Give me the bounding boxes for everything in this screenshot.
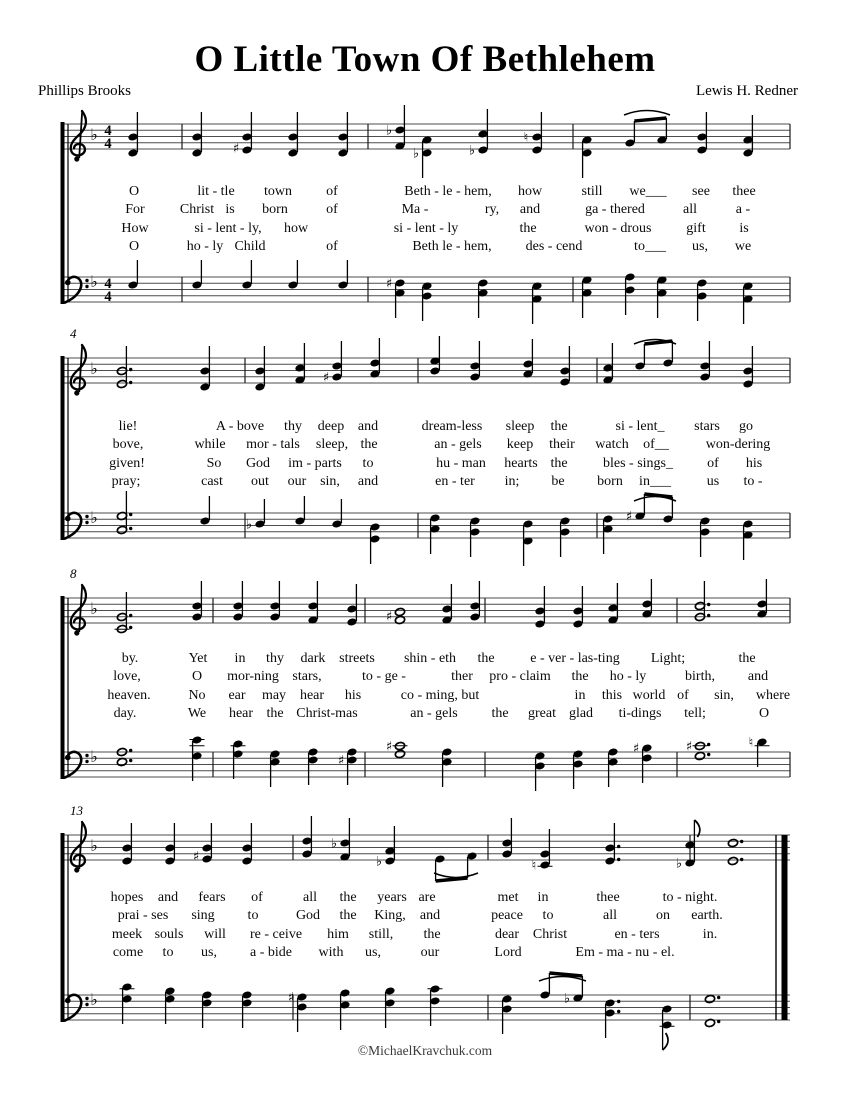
lyric-syllable: Christ (532, 926, 568, 942)
lyric-syllable: Lord (494, 945, 522, 961)
lyric-syllable: in (234, 651, 246, 666)
lyric-syllable: we (734, 239, 752, 255)
lyric-syllable: of (326, 239, 338, 255)
lyric-syllable: and (157, 890, 179, 905)
lyric-syllable: O (128, 239, 140, 255)
lyric-syllable: prai - ses (117, 908, 169, 924)
lyric-syllable: earth. (691, 908, 723, 924)
page-title: O Little Town Of Bethlehem (194, 39, 656, 80)
key-signature-flat-icon: ♭ (90, 508, 98, 527)
lyric-syllable: deep (317, 419, 345, 434)
lyric-syllable: and (747, 669, 769, 685)
lyric-syllable: him (327, 926, 349, 942)
lyric-syllable: stars (694, 419, 720, 434)
lyric-syllable: to - night. (662, 890, 718, 905)
lyric-syllable: gift (686, 220, 706, 236)
lyric-syllable: the (423, 926, 441, 942)
lyric-syllable: while (194, 437, 226, 453)
lyric-syllable: Christ-mas (296, 706, 358, 722)
accidental-sharp-icon: ♯ (287, 990, 295, 1006)
accidental-sharp-icon: ♯ (685, 739, 693, 755)
lyric-syllable: O (128, 184, 140, 199)
lyric-syllable: our (287, 474, 307, 490)
accidental-natural-icon: ♮ (748, 735, 754, 751)
lyric-syllable: is (225, 202, 235, 218)
lyric-syllable: sleep (505, 419, 535, 434)
lyric-syllable: an - gels (434, 437, 482, 453)
lyric-syllable: stars, (292, 669, 322, 685)
time-signature: 4 (104, 123, 112, 139)
augmentation-dot (617, 1000, 620, 1003)
lyric-syllable: to - (743, 474, 763, 490)
lyric-syllable: mor - tals (246, 437, 300, 453)
lyric-syllable: us, (692, 239, 708, 255)
lyric-syllable: souls (154, 926, 184, 942)
lyric-syllable: and (519, 202, 541, 218)
notehead (728, 857, 739, 866)
lyric-syllable: in (574, 687, 586, 703)
lyric-syllable: of__ (643, 437, 669, 453)
lyric-syllable: sin, (320, 474, 340, 490)
lyric-syllable: si - lent_ (615, 419, 665, 434)
lyric-syllable: in. (702, 926, 718, 942)
accidental-sharp-icon: ♯ (232, 141, 240, 157)
accidental-flat-icon: ♭ (330, 836, 338, 852)
lyric-syllable: of (326, 202, 338, 218)
lyric-syllable: si - lent - ly (393, 220, 459, 236)
lyric-syllable: will (204, 926, 226, 942)
accidental-sharp-icon: ♯ (385, 609, 393, 625)
lyric-syllable: still, (368, 926, 394, 942)
lyric-syllable: their (549, 437, 575, 453)
lyric-syllable: thee (596, 890, 620, 905)
lyric-syllable: are (418, 890, 436, 905)
lyric-syllable: peace (491, 908, 523, 924)
beam (436, 878, 468, 881)
key-signature-flat-icon: ♭ (90, 125, 98, 144)
key-signature-flat-icon: ♭ (90, 599, 98, 618)
time-signature: 4 (104, 289, 112, 305)
lyric-syllable: Yet (188, 651, 208, 666)
lyric-syllable: im - parts (288, 455, 342, 471)
lyric-syllable: ho - ly (609, 669, 647, 685)
lyric-syllable: birth, (685, 669, 715, 685)
lyric-syllable: his (745, 455, 763, 471)
lyric-syllable: the (339, 890, 357, 905)
lyric-syllable: en - ter (435, 474, 475, 490)
lyric-syllable: town (264, 184, 292, 199)
accidental-sharp-icon: ♯ (337, 753, 345, 769)
lyricist-credit: Phillips Brooks (38, 83, 131, 99)
lyric-syllable: come (112, 945, 144, 961)
lyric-syllable: si - lent - ly, (194, 220, 262, 236)
lyric-syllable: bove, (112, 437, 144, 453)
lyric-syllable: in___ (639, 474, 671, 490)
accidental-sharp-icon: ♯ (385, 739, 393, 755)
bass-clef-icon (85, 1003, 88, 1006)
accidental-flat-icon: ♭ (563, 991, 571, 1007)
lyric-syllable: Ma - (401, 202, 429, 218)
measure-number-4: 4 (70, 326, 77, 341)
augmentation-dot (717, 996, 720, 999)
lyric-syllable: how (283, 220, 309, 236)
lyric-syllable: dream-less (421, 419, 483, 434)
lyric-syllable: to (542, 908, 554, 924)
accidental-flat-icon: ♭ (412, 146, 420, 162)
lyric-syllable: born (262, 202, 288, 218)
lyric-syllable: on (656, 908, 670, 924)
lyric-syllable: born (597, 474, 623, 490)
augmentation-dot (740, 858, 743, 861)
lyric-syllable: by. (121, 651, 139, 666)
lyric-syllable: won-dering (705, 437, 771, 453)
lyric-syllable: Christ (179, 202, 215, 218)
key-signature-flat-icon: ♭ (90, 836, 98, 855)
notehead (728, 839, 739, 848)
key-signature-flat-icon: ♭ (90, 272, 98, 291)
lyric-syllable: hear (228, 706, 254, 722)
lyric-syllable: thee (732, 184, 756, 199)
lyric-syllable: the (491, 706, 509, 722)
lyric-syllable: in (537, 890, 549, 905)
lyric-syllable: meek (111, 926, 143, 942)
lyric-syllable: still (581, 184, 603, 199)
lyric-syllable: keep (506, 437, 534, 453)
lyric-syllable: us, (201, 945, 217, 961)
lyric-syllable: ti-dings (618, 706, 662, 722)
lyric-syllable: mor-ning (227, 669, 279, 685)
lyric-syllable: sing (191, 908, 215, 924)
bass-clef-icon (65, 998, 71, 1004)
accidental-flat-icon: ♭ (675, 856, 683, 872)
lyric-syllable: ry, (484, 202, 500, 218)
lyric-syllable: co - ming, but (400, 687, 480, 703)
measure-number-8: 8 (70, 566, 77, 581)
lyric-syllable: how (517, 184, 543, 199)
augmentation-dot (740, 840, 743, 843)
lyric-syllable: a - bide (250, 945, 292, 961)
lyric-syllable: des - cend (525, 239, 583, 255)
lyric-syllable: day. (113, 706, 137, 722)
lyric-syllable: ther (451, 669, 473, 685)
lyric-syllable: to (362, 455, 374, 471)
lyric-syllable: we___ (629, 184, 667, 199)
lyric-syllable: O (758, 706, 770, 722)
bass-clef-icon (85, 997, 88, 1000)
beam (549, 973, 582, 976)
lyric-syllable: thy (284, 419, 302, 434)
lyric-syllable: bles - sings_ (603, 455, 673, 471)
lyric-syllable: is (739, 220, 749, 236)
lyric-syllable: Child (234, 239, 266, 255)
lyric-syllable: Beth - le - hem, (404, 184, 492, 199)
lyric-syllable: won - drous (584, 220, 652, 236)
augmentation-dot (617, 1010, 620, 1013)
lyric-syllable: met (497, 890, 519, 905)
lyric-syllable: and (357, 474, 379, 490)
lyric-syllable: shin - eth (403, 651, 457, 666)
lyric-syllable: dear (494, 926, 520, 942)
accidental-flat-icon: ♭ (375, 854, 383, 870)
notehead (705, 995, 716, 1004)
lyric-syllable: out (251, 474, 269, 490)
lyric-syllable: dark (300, 651, 326, 666)
key-signature-flat-icon: ♭ (90, 747, 98, 766)
eighth-flag-icon (694, 820, 699, 837)
lyric-syllable: hear (299, 687, 325, 703)
lyric-syllable: us (706, 474, 720, 490)
lyric-syllable: thy (266, 651, 284, 666)
lyric-syllable: cast (201, 474, 223, 490)
accidental-sharp-icon: ♯ (632, 741, 640, 757)
lyric-syllable: Em - ma - nu - el. (575, 945, 675, 961)
lyric-syllable: all (603, 908, 617, 924)
lyric-syllable: sleep, (315, 437, 349, 453)
lyric-syllable: No (188, 687, 206, 703)
lyric-syllable: be (551, 474, 565, 490)
lyric-syllable: us, (365, 945, 381, 961)
lyric-syllable: We (187, 706, 207, 722)
lyric-syllable: pro - claim (489, 669, 551, 685)
copyright-footer: ©MichaelKravchuk.com (357, 1043, 493, 1058)
lyric-syllable: of (326, 184, 338, 199)
accidental-natural-icon: ♮ (531, 858, 537, 874)
lyric-syllable: e - ver - las-ting (530, 651, 620, 666)
lyric-syllable: God (245, 455, 271, 471)
treble-clef-icon (74, 867, 79, 872)
lyric-syllable: all (683, 202, 697, 218)
key-signature-flat-icon: ♭ (90, 359, 98, 378)
lyric-syllable: of (251, 890, 263, 905)
lyric-syllable: So (206, 455, 222, 471)
lyric-syllable: the (266, 706, 284, 722)
augmentation-dot (617, 858, 620, 861)
lyric-syllable: and (357, 419, 379, 434)
time-signature: 4 (104, 136, 112, 152)
lyric-syllable: How (121, 220, 149, 236)
lyric-syllable: and (419, 908, 441, 924)
lyric-syllable: of (677, 687, 689, 703)
augmentation-dot (717, 1020, 720, 1023)
lyric-syllable: ear (228, 687, 246, 703)
lyric-syllable: the (339, 908, 357, 924)
lyric-syllable: A - bove (215, 419, 265, 434)
accidental-sharp-icon: ♯ (625, 509, 633, 525)
augmentation-dot (617, 845, 620, 848)
measure-number-13: 13 (70, 803, 83, 818)
lyric-syllable: King, (374, 908, 406, 924)
lyric-syllable: of (707, 455, 719, 471)
lyric-syllable: the (519, 220, 537, 236)
lyric-syllable: the (477, 651, 495, 666)
lyric-syllable: watch (595, 437, 629, 453)
lyric-syllable: lie! (118, 419, 138, 434)
lyric-syllable: the (738, 651, 756, 666)
lyric-syllable: the (571, 669, 589, 685)
lyric-syllable: tell; (684, 706, 706, 722)
lyric-syllable: his (344, 687, 362, 703)
lyric-syllable: a - (735, 202, 751, 218)
lyric-syllable: all (303, 890, 317, 905)
lyric-syllable: sin, (714, 687, 734, 703)
lyric-syllable: God (295, 908, 321, 924)
lyric-syllable: hu - man (436, 455, 486, 471)
lyric-syllable: where (755, 687, 791, 703)
lyric-syllable: fears (198, 890, 226, 905)
accidental-sharp-icon: ♯ (192, 849, 200, 865)
lyric-syllable: great (528, 706, 556, 722)
system-brace (61, 833, 65, 1022)
lyric-syllable: hopes (110, 890, 144, 905)
lyric-syllable: For (125, 202, 145, 218)
lyric-syllable: world (632, 687, 666, 703)
time-signature: 4 (104, 276, 112, 292)
slur (434, 873, 478, 878)
lyric-syllable: years (377, 890, 407, 905)
composer-credit: Lewis H. Redner (695, 83, 798, 99)
lyric-syllable: re - ceive (249, 926, 303, 942)
lyric-syllable: in; (504, 474, 520, 490)
accidental-sharp-icon: ♯ (322, 370, 330, 386)
lyric-syllable: Beth le - hem, (412, 239, 492, 255)
lyric-syllable: heaven. (107, 687, 151, 703)
accidental-flat-icon: ♭ (245, 517, 253, 533)
lyric-syllable: with (318, 945, 344, 961)
lyric-syllable: an - gels (410, 706, 458, 722)
lyric-syllable: to (247, 908, 259, 924)
lyric-syllable: ho - ly (186, 239, 224, 255)
lyric-syllable: love, (113, 669, 141, 685)
lyric-syllable: given! (109, 455, 145, 471)
key-signature-flat-icon: ♭ (90, 990, 98, 1009)
lyric-syllable: glad (568, 706, 594, 722)
final-barline (782, 835, 788, 1020)
accidental-flat-icon: ♭ (468, 143, 476, 159)
lyric-syllable: Light; (650, 651, 686, 666)
accidental-flat-icon: ♭ (385, 123, 393, 139)
lyric-syllable: to___ (634, 239, 666, 255)
lyric-syllable: en - ters (614, 926, 660, 942)
lyric-syllable: the (550, 419, 568, 434)
lyric-syllable: go (739, 419, 753, 434)
lyric-syllable: hearts (504, 455, 538, 471)
lyric-syllable: O (191, 669, 203, 685)
accidental-sharp-icon: ♯ (385, 276, 393, 292)
lyric-syllable: to (162, 945, 174, 961)
lyric-syllable: may (261, 687, 287, 703)
lyric-syllable: to - ge - (362, 669, 406, 685)
lyric-syllable: see (692, 184, 710, 199)
lyric-syllable: lit - tle (197, 184, 235, 199)
lyric-syllable: ga - thered (585, 202, 645, 218)
lyric-syllable: the (550, 455, 568, 471)
accidental-natural-icon: ♮ (523, 130, 529, 146)
lyric-syllable: the (360, 437, 378, 453)
lyric-syllable: streets (339, 651, 375, 666)
lyric-syllable: pray; (111, 474, 141, 490)
lyric-syllable: this (601, 687, 623, 703)
lyric-syllable: our (420, 945, 440, 961)
